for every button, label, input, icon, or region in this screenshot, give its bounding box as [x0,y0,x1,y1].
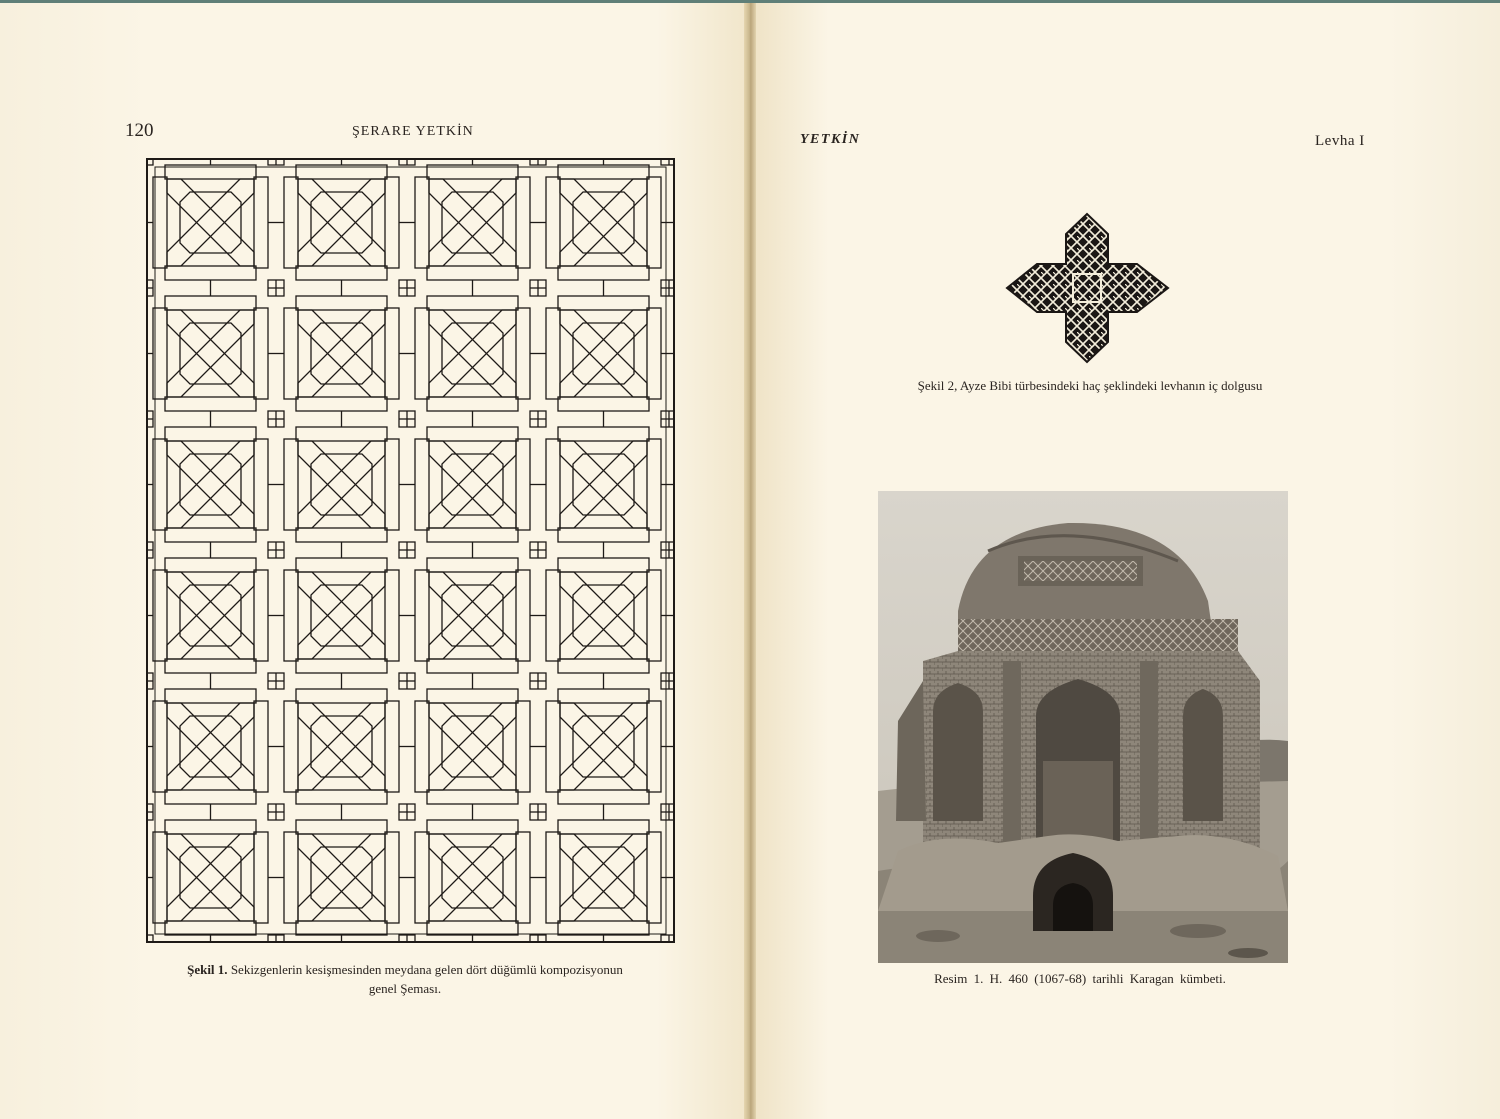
figure1-caption-label: Şekil 1. [187,962,228,977]
karagan-tomb-photo [878,491,1288,963]
page-number: 120 [125,120,154,141]
running-head-author: ŞERARE YETKİN [352,124,474,139]
running-head-author-right: YETKİN [800,132,861,147]
figure1-caption-line1: Sekizgenlerin kesişmesinden meydana gelen dört düğümlü kompozisyonun [230,962,623,977]
plate-label: Levha I [1315,133,1365,149]
interlace-pattern-figure [145,157,676,944]
cross-tile-figure [1005,212,1170,364]
figure2-caption: Şekil 2, Ayze Bibi türbesindeki haç şeklindeki levhanın iç dolgusu [917,378,1263,393]
figure1-caption [140,960,670,998]
figure1-caption-line2: genel Şeması. [368,981,442,996]
book-spine [744,3,756,1119]
photo1-caption: Resim 1. H. 460 (1067-68) tarihli Karagan kümbeti. [934,971,1226,986]
